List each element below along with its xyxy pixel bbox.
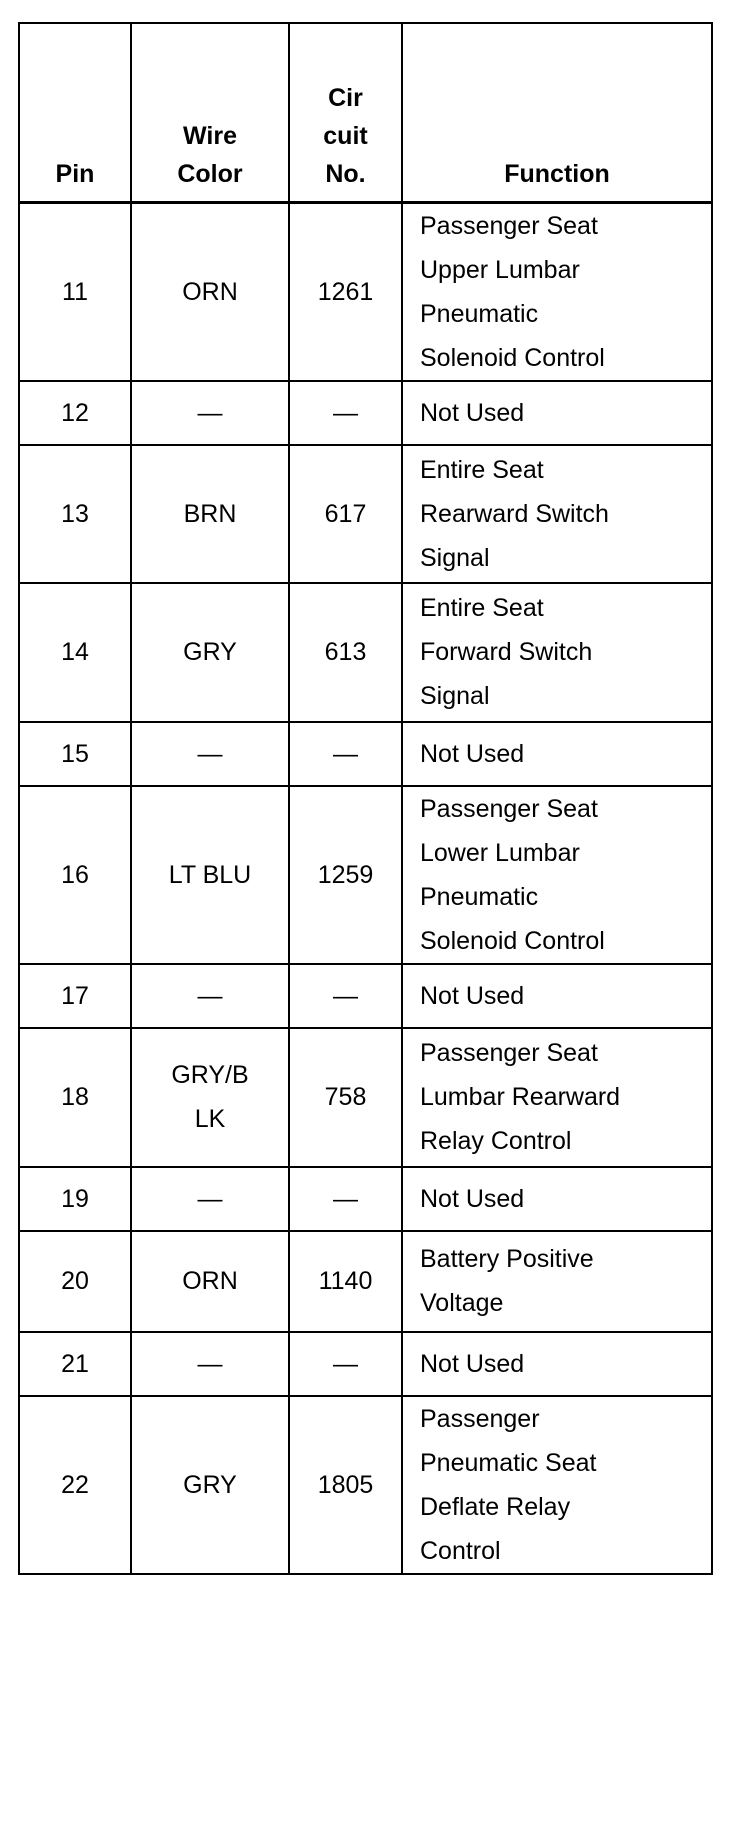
pin-cell: 11 xyxy=(19,202,131,381)
wire-color-cell: GRY xyxy=(131,583,289,722)
pin-cell: 17 xyxy=(19,964,131,1028)
circuit-cell: — xyxy=(289,964,402,1028)
function-cell: Not Used xyxy=(402,722,712,786)
pin-cell: 14 xyxy=(19,583,131,722)
function-cell: Not Used xyxy=(402,1167,712,1231)
pin-cell: 22 xyxy=(19,1396,131,1574)
circuit-cell: 1140 xyxy=(289,1231,402,1332)
function-cell: Not Used xyxy=(402,1332,712,1396)
wire-color-cell: BRN xyxy=(131,445,289,583)
pinout-table xyxy=(18,22,713,1575)
pin-cell: 15 xyxy=(19,722,131,786)
table-body xyxy=(19,202,712,1574)
table-header xyxy=(19,23,712,202)
header-function xyxy=(402,23,712,202)
header-circuit-number xyxy=(289,23,402,202)
function-cell: Not Used xyxy=(402,964,712,1028)
function-cell: Entire Seat Forward Switch Signal xyxy=(402,583,712,722)
pin-cell: 13 xyxy=(19,445,131,583)
table-row xyxy=(19,1332,712,1396)
table-row xyxy=(19,786,712,964)
table-row xyxy=(19,964,712,1028)
connector-pinout-sheet xyxy=(18,22,711,1575)
circuit-cell: 758 xyxy=(289,1028,402,1167)
circuit-cell: 1259 xyxy=(289,786,402,964)
function-cell: Passenger Seat Lumbar Rearward Relay Control xyxy=(402,1028,712,1167)
function-cell: Entire Seat Rearward Switch Signal xyxy=(402,445,712,583)
circuit-cell: — xyxy=(289,1332,402,1396)
wire-color-cell: ORN xyxy=(131,202,289,381)
wire-color-cell: — xyxy=(131,381,289,445)
pin-cell: 21 xyxy=(19,1332,131,1396)
function-cell: Passenger Seat Upper Lumbar Pneumatic Solenoid Control xyxy=(402,202,712,381)
function-cell: Passenger Pneumatic Seat Deflate Relay Control xyxy=(402,1396,712,1574)
wire-color-cell: — xyxy=(131,964,289,1028)
wire-color-cell: — xyxy=(131,1332,289,1396)
table-row xyxy=(19,583,712,722)
pin-cell: 18 xyxy=(19,1028,131,1167)
header-wire-color xyxy=(131,23,289,202)
header-circuit-number-label: Cir cuit No. xyxy=(323,83,368,188)
function-cell: Battery Positive Voltage xyxy=(402,1231,712,1332)
wire-color-cell: GRY xyxy=(131,1396,289,1574)
circuit-cell: 1261 xyxy=(289,202,402,381)
wire-color-cell: — xyxy=(131,1167,289,1231)
pin-cell: 20 xyxy=(19,1231,131,1332)
pin-cell: 16 xyxy=(19,786,131,964)
pin-cell: 12 xyxy=(19,381,131,445)
table-row xyxy=(19,1396,712,1574)
function-cell: Not Used xyxy=(402,381,712,445)
circuit-cell: 617 xyxy=(289,445,402,583)
circuit-cell: 1805 xyxy=(289,1396,402,1574)
table-row xyxy=(19,1231,712,1332)
circuit-cell: — xyxy=(289,722,402,786)
table-row xyxy=(19,202,712,381)
wire-color-cell: ORN xyxy=(131,1231,289,1332)
circuit-cell: 613 xyxy=(289,583,402,722)
header-wire-color-label: Wire Color xyxy=(177,121,243,188)
header-pin-label: Pin xyxy=(55,159,95,188)
table-row xyxy=(19,1167,712,1231)
wire-color-cell: GRY/B LK xyxy=(131,1028,289,1167)
circuit-cell: — xyxy=(289,381,402,445)
table-row xyxy=(19,722,712,786)
wire-color-cell: — xyxy=(131,722,289,786)
circuit-cell: — xyxy=(289,1167,402,1231)
header-function-label: Function xyxy=(504,159,610,188)
table-row xyxy=(19,445,712,583)
table-row xyxy=(19,1028,712,1167)
pin-cell: 19 xyxy=(19,1167,131,1231)
wire-color-cell: LT BLU xyxy=(131,786,289,964)
table-row xyxy=(19,381,712,445)
function-cell: Passenger Seat Lower Lumbar Pneumatic Solenoid Control xyxy=(402,786,712,964)
header-row xyxy=(19,23,712,202)
header-pin xyxy=(19,23,131,202)
